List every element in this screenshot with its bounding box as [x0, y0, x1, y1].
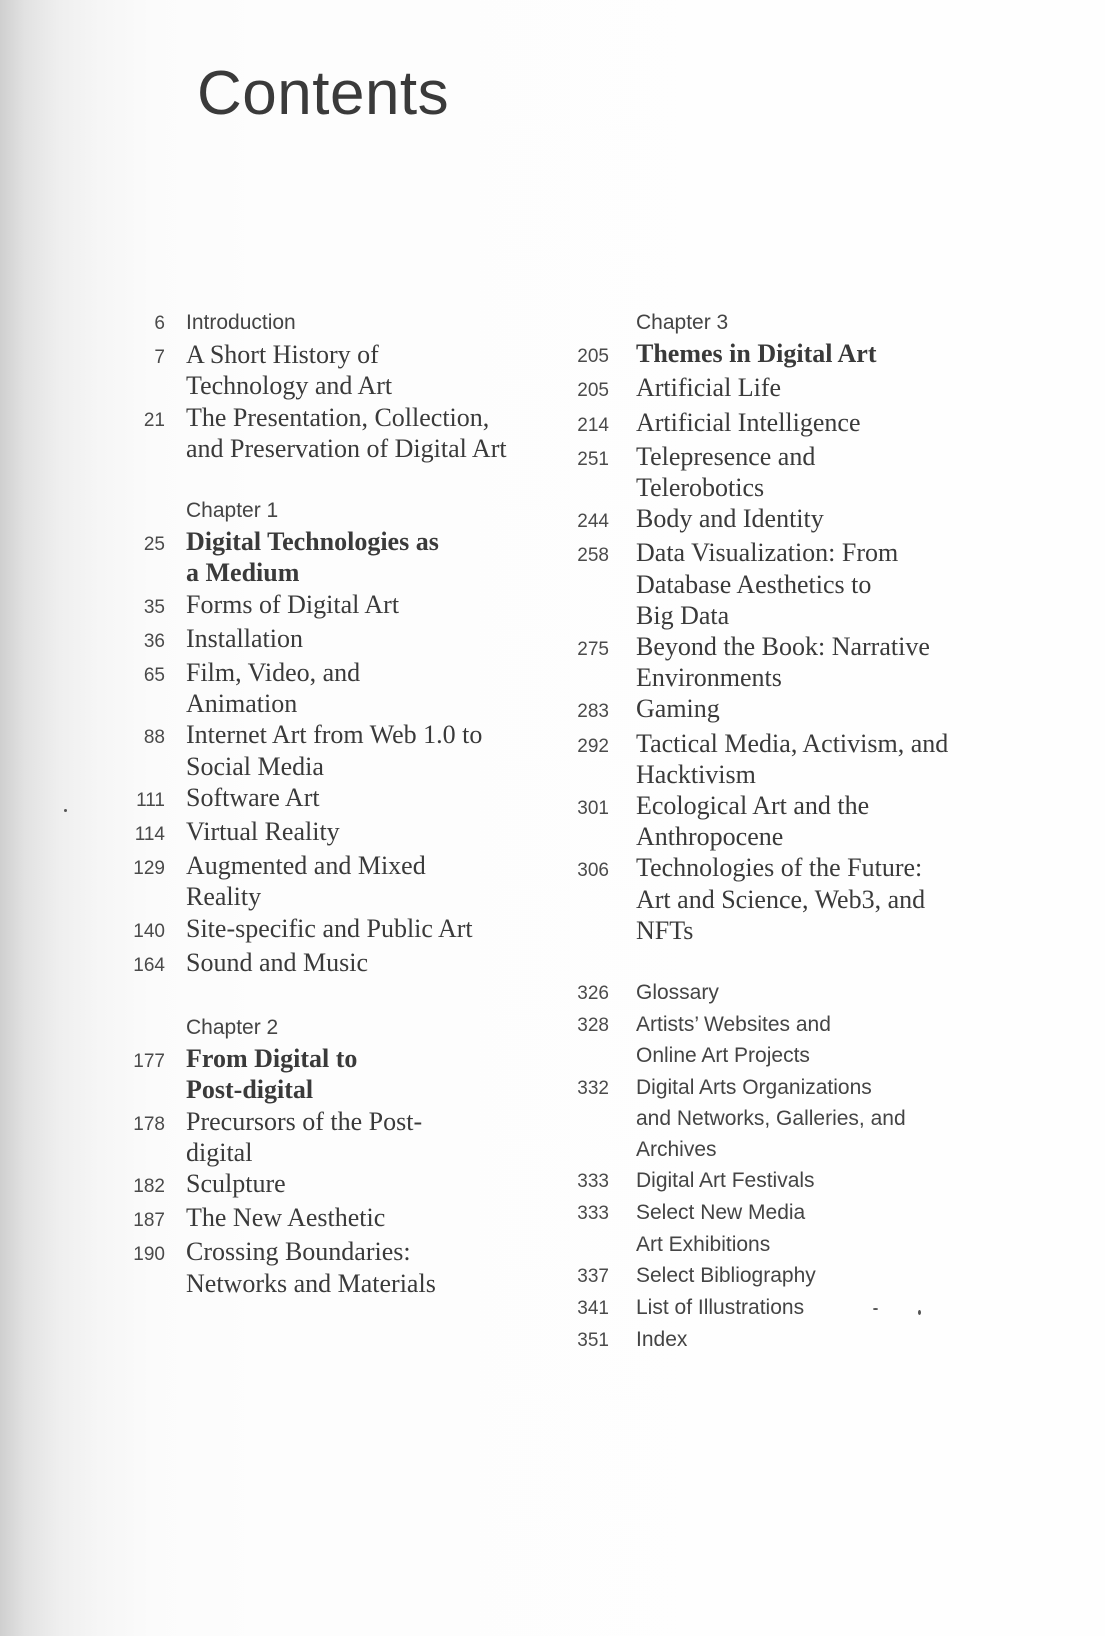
- page-number: 7: [154, 347, 165, 369]
- page-number: 251: [577, 448, 609, 470]
- toc-entry[interactable]: [108, 1202, 528, 1236]
- entry-title: Software Art: [186, 782, 320, 812]
- toc-entry[interactable]: [108, 1236, 528, 1298]
- entry-title: Glossary: [636, 981, 719, 1005]
- chapter-title: From Digital to Post-digital: [186, 1044, 358, 1105]
- entry-title: Internet Art from Web 1.0 to Social Media: [186, 720, 483, 781]
- toc-entry[interactable]: [552, 728, 992, 790]
- entry-title: Select Bibliography: [636, 1263, 816, 1287]
- chapter-title: Digital Technologies as a Medium: [186, 527, 439, 588]
- page-number: 275: [577, 639, 609, 661]
- toc-entry[interactable]: [552, 407, 992, 441]
- page-number: 333: [577, 1203, 609, 1225]
- entry-title: Data Visualization: From Database Aesthetics to Big Data: [636, 538, 899, 630]
- toc-entry[interactable]: [552, 372, 992, 406]
- page-number: 333: [577, 1171, 609, 1193]
- page-number: 292: [577, 735, 609, 757]
- page-number: 164: [133, 954, 165, 976]
- toc-left-column: [108, 307, 528, 1299]
- toc-entry[interactable]: [552, 503, 992, 537]
- toc-backmatter-entry[interactable]: [552, 1260, 992, 1292]
- entry-title: Artificial Intelligence: [636, 407, 861, 437]
- page-number: 36: [143, 630, 165, 652]
- toc-entry[interactable]: [108, 913, 528, 947]
- chapter-title: Themes in Digital Art: [636, 339, 877, 369]
- page-number: 140: [133, 920, 165, 942]
- entry-title: Digital Art Festivals: [636, 1169, 815, 1193]
- entry-title: Precursors of the Post-digital: [186, 1106, 423, 1167]
- toc-entry[interactable]: [108, 947, 528, 981]
- toc-entry-presentation[interactable]: [108, 402, 528, 464]
- page-number: 244: [577, 511, 609, 533]
- page-number: 129: [133, 858, 165, 880]
- page-number: 258: [577, 545, 609, 567]
- toc-entry[interactable]: [108, 850, 528, 912]
- toc-entry-short-history[interactable]: [108, 339, 528, 401]
- page-number: 21: [143, 409, 165, 431]
- entry-title: Crossing Boundaries: Networks and Materials: [186, 1237, 436, 1298]
- entry-title: Gaming: [636, 694, 720, 724]
- toc-backmatter-entry[interactable]: [552, 1324, 992, 1356]
- toc-entry[interactable]: [108, 782, 528, 816]
- toc-entry[interactable]: [552, 790, 992, 852]
- page-number: 341: [577, 1298, 609, 1320]
- page-number: 25: [143, 534, 165, 556]
- entry-title: Body and Identity: [636, 504, 824, 534]
- toc-entry-introduction[interactable]: [108, 307, 528, 339]
- entry-title: List of Illustrations: [636, 1296, 805, 1320]
- page-number: 182: [133, 1176, 165, 1198]
- page-number: 301: [577, 798, 609, 820]
- toc-backmatter-entry[interactable]: [552, 1009, 992, 1071]
- entry-title: Technologies of the Future: Art and Science, Web3, and NFTs: [636, 853, 926, 945]
- toc-backmatter-entry[interactable]: [552, 1292, 992, 1324]
- toc-chapter-heading[interactable]: [552, 338, 992, 372]
- entry-title: Digital Arts Organizations and Networks, Galleries, and Archives: [636, 1075, 906, 1162]
- entry-title: Virtual Reality: [186, 817, 340, 847]
- dust-speck: [873, 1308, 878, 1310]
- toc-backmatter-entry[interactable]: [552, 977, 992, 1009]
- entry-title: Artists’ Websites and Online Art Projects: [636, 1013, 831, 1068]
- entry-title: A Short History of Technology and Art: [186, 340, 393, 401]
- toc-entry[interactable]: [552, 631, 992, 693]
- toc-chapter-heading[interactable]: [108, 526, 528, 588]
- entry-title: Beyond the Book: Narrative Environments: [636, 632, 930, 693]
- dust-speck: [64, 809, 67, 812]
- toc-entry[interactable]: [108, 1106, 528, 1168]
- entry-title: Sculpture: [186, 1169, 286, 1199]
- toc-chapter-heading[interactable]: [108, 1043, 528, 1105]
- toc-entry[interactable]: [552, 441, 992, 503]
- toc-right-column: [552, 307, 992, 1357]
- page-number: 205: [577, 346, 609, 368]
- entry-title: Site-specific and Public Art: [186, 913, 473, 943]
- page-number: 6: [154, 313, 165, 334]
- page-number: 326: [577, 983, 609, 1005]
- toc-entry[interactable]: [108, 1168, 528, 1202]
- entry-title: Index: [636, 1328, 688, 1352]
- page-number: 332: [577, 1077, 609, 1099]
- toc-entry[interactable]: [108, 623, 528, 657]
- entry-title: Sound and Music: [186, 947, 368, 977]
- page-number: 88: [143, 727, 165, 749]
- page-number: 114: [134, 824, 165, 846]
- toc-entry[interactable]: [108, 719, 528, 781]
- entry-title: Ecological Art and the Anthropocene: [636, 791, 870, 852]
- toc-entry[interactable]: [108, 657, 528, 719]
- toc-entry[interactable]: [552, 852, 992, 946]
- entry-title: Forms of Digital Art: [186, 589, 400, 619]
- entry-title: Select New Media Art Exhibitions: [636, 1201, 806, 1256]
- page-number: 111: [136, 789, 165, 811]
- entry-title: The Presentation, Collection, and Preservation of Digital Art: [186, 402, 507, 463]
- page-number: 65: [143, 665, 165, 687]
- page-number: 214: [577, 414, 609, 436]
- page-number: 187: [133, 1210, 165, 1232]
- page-number: 328: [577, 1015, 609, 1037]
- entry-title: Tactical Media, Activism, and Hacktivism: [636, 728, 949, 789]
- entry-title: Artificial Life: [636, 373, 782, 403]
- page-number: 306: [577, 860, 609, 882]
- entry-title: Telepresence and Telerobotics: [636, 441, 816, 503]
- page-number: 351: [577, 1330, 609, 1352]
- page-title: Contents: [197, 59, 450, 128]
- page-number: 178: [133, 1113, 165, 1135]
- page-number: 177: [133, 1051, 165, 1073]
- toc-entry[interactable]: [108, 589, 528, 623]
- toc-entry[interactable]: [108, 816, 528, 850]
- dust-speck: [918, 1310, 921, 1315]
- page-number: 337: [577, 1265, 609, 1287]
- toc-backmatter-entry[interactable]: [552, 1197, 992, 1259]
- entry-title: Introduction: [186, 311, 296, 334]
- chapter-label: Chapter 1: [186, 499, 279, 523]
- entry-title: The New Aesthetic: [186, 1203, 386, 1233]
- toc-entry[interactable]: [552, 537, 992, 631]
- chapter-label: Chapter 2: [186, 1016, 279, 1040]
- toc-entry[interactable]: [552, 693, 992, 727]
- toc-backmatter-entry[interactable]: [552, 1165, 992, 1197]
- page-number: 35: [143, 596, 165, 618]
- page-number: 190: [133, 1244, 165, 1266]
- entry-title: Installation: [186, 623, 303, 653]
- page-number: 205: [577, 380, 609, 402]
- toc-backmatter-entry[interactable]: [552, 1072, 992, 1166]
- page-number: 283: [577, 701, 609, 723]
- entry-title: Film, Video, and Animation: [186, 658, 361, 719]
- chapter-label: Chapter 3: [636, 311, 729, 334]
- entry-title: Augmented and Mixed Reality: [186, 851, 426, 912]
